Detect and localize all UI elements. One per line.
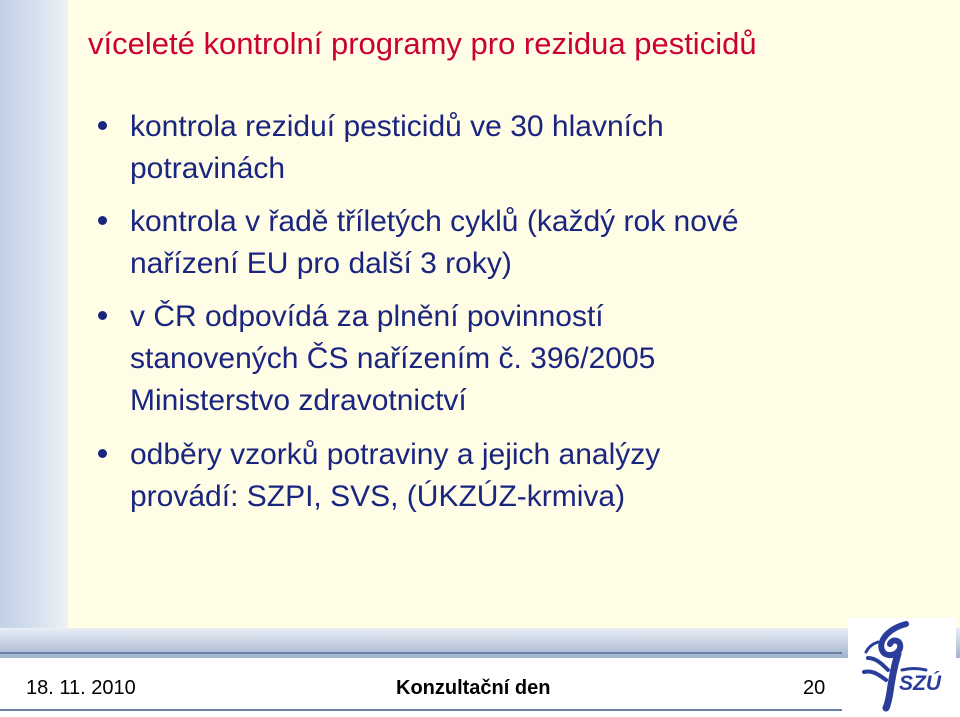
slide-title: víceleté kontrolní programy pro rezidua pesticidů [88,26,757,61]
footer-date: 18. 11. 2010 [26,677,136,699]
bullet-icon [98,449,107,458]
bullet-text: kontrola reziduí pesticidů ve 30 hlavních potravinách [130,110,664,185]
slide-side-bar [0,0,68,628]
page-number: 20 [803,677,826,699]
bullet-list [98,106,898,529]
bullet-text: v ČR odpovídá za plnění povinností stanovených ČS nařízením č. 396/2005 Ministerstvo zdravotnictví [130,300,656,417]
list-item [98,296,898,422]
bullet-text: odběry vzorků potraviny a jejich analýzy provádí: SZPI, SVS, (ÚKZÚZ-krmiva) [130,438,661,513]
footer-divider-bottom [0,709,842,711]
logo-text: SZÚ [899,672,941,695]
list-item [98,201,898,285]
bullet-text: kontrola v řadě tříletých cyklů (každý rok nové nařízení EU pro další 3 roky) [130,205,739,280]
list-item [98,106,898,190]
list-item [98,434,898,518]
footer-title: Konzultační den [396,677,551,699]
szu-logo-icon [848,618,956,714]
bullet-icon [98,311,107,320]
bullet-icon [98,121,107,130]
bullet-icon [98,216,107,225]
footer-divider-top [0,652,842,654]
